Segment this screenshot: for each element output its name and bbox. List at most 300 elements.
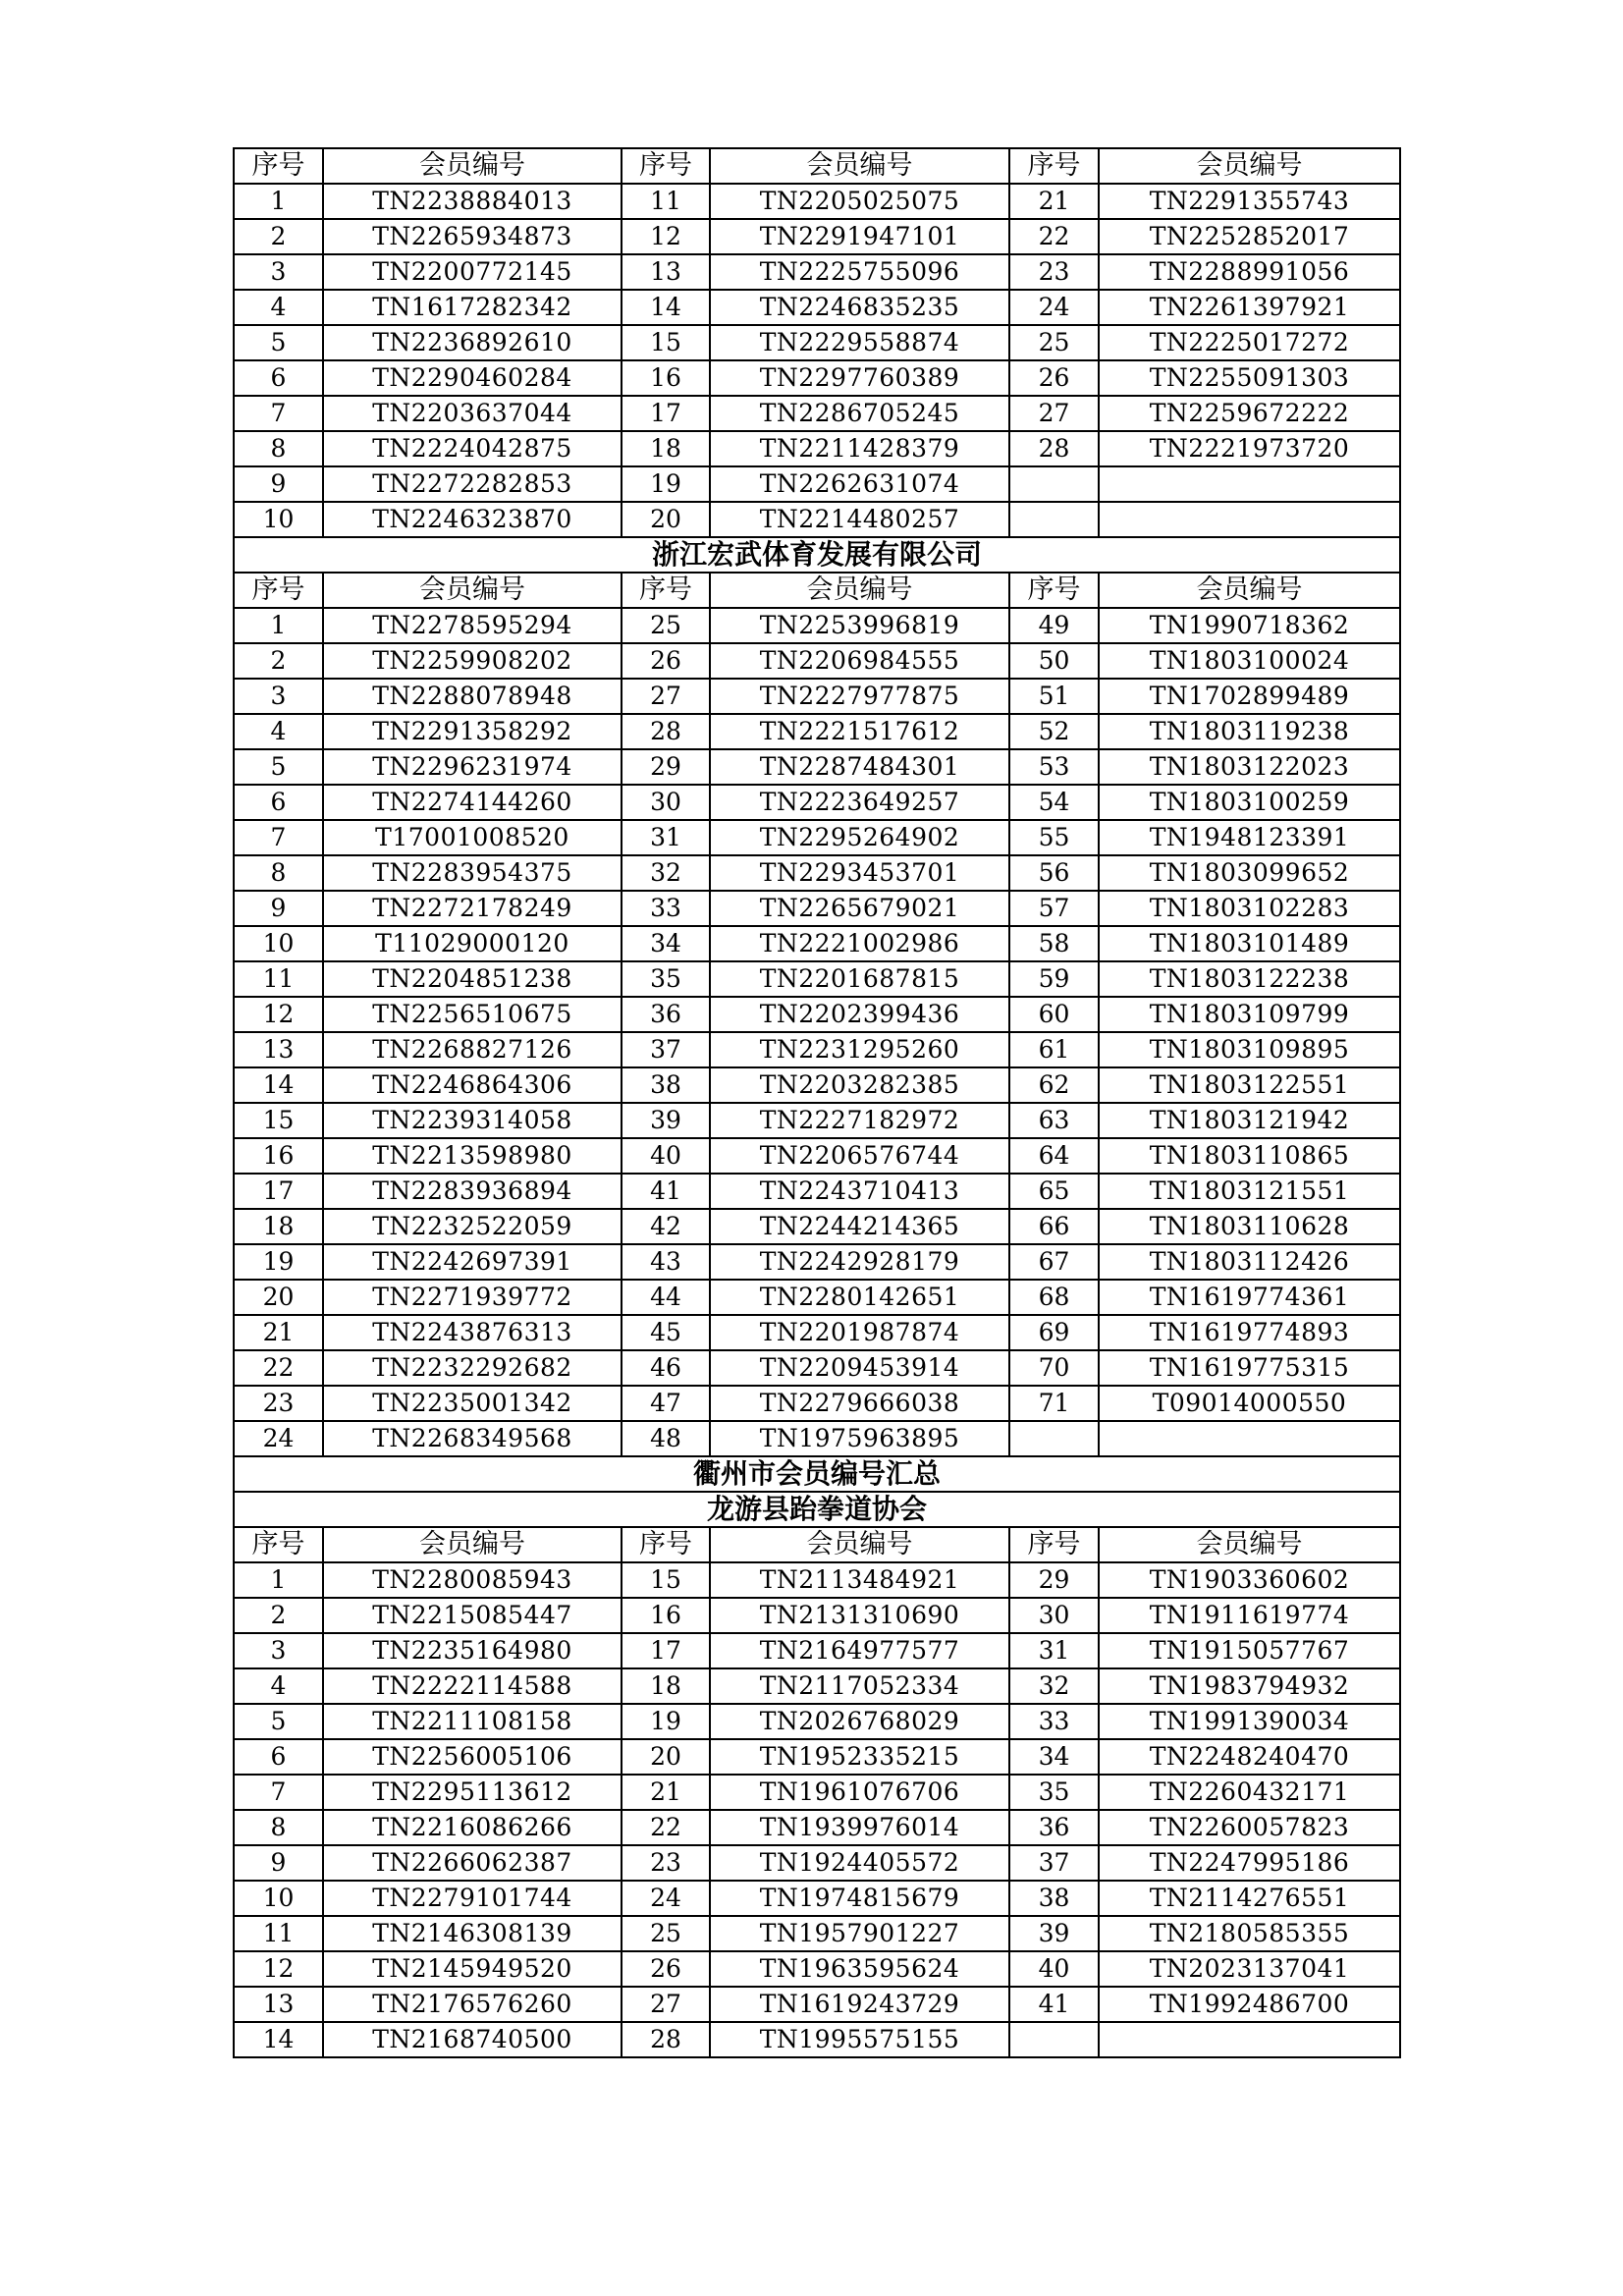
seq-cell: 17 [622,1633,710,1668]
member-no-cell: TN2232522059 [323,1209,622,1244]
seq-cell: 20 [622,1739,710,1775]
member-no-cell: TN1975963895 [710,1421,1009,1456]
member-no-cell: TN2266062387 [323,1845,622,1881]
table-row [234,1562,1400,1598]
member-no-cell: TN2225017272 [1099,325,1400,360]
seq-cell: 36 [1009,1810,1099,1845]
member-no-cell: TN2253996819 [710,608,1009,643]
member-no-cell: TN1948123391 [1099,820,1400,855]
header-seq: 序号 [622,573,710,608]
member-no-cell: TN2201687815 [710,961,1009,997]
member-no-cell: TN2246323870 [323,502,622,537]
member-no-cell: TN2211428379 [710,431,1009,466]
seq-cell: 26 [622,643,710,679]
seq-cell: 15 [234,1103,323,1138]
seq-cell: 64 [1009,1138,1099,1174]
member-no-cell: TN2146308139 [323,1916,622,1951]
member-no-cell: TN2224042875 [323,431,622,466]
seq-cell: 39 [622,1103,710,1138]
member-no-cell: TN2288078948 [323,679,622,714]
seq-cell: 8 [234,1810,323,1845]
seq-cell: 32 [622,855,710,891]
seq-cell: 63 [1009,1103,1099,1138]
header-seq: 序号 [622,148,710,184]
table-row [234,184,1400,219]
seq-cell: 27 [1009,396,1099,431]
member-no-cell: TN2225755096 [710,254,1009,290]
seq-cell: 37 [622,1032,710,1067]
member-no-cell: TN2256005106 [323,1739,622,1775]
table-row [234,1668,1400,1704]
member-no-cell: T09014000550 [1099,1386,1400,1421]
table-row [234,1174,1400,1209]
seq-cell: 17 [622,396,710,431]
section-title: 龙游县跆拳道协会 [234,1492,1400,1527]
header-member-no: 会员编号 [1099,1527,1400,1562]
member-no-cell: TN1991390034 [1099,1704,1400,1739]
table-row [234,1810,1400,1845]
member-no-cell: TN2206984555 [710,643,1009,679]
member-no-cell: TN2261397921 [1099,290,1400,325]
seq-cell: 13 [234,1987,323,2022]
member-no-cell: TN1939976014 [710,1810,1009,1845]
seq-cell: 30 [1009,1598,1099,1633]
member-no-cell: TN2272282853 [323,466,622,502]
seq-cell: 7 [234,396,323,431]
seq-cell: 19 [622,1704,710,1739]
table-row [234,360,1400,396]
seq-cell: 52 [1009,714,1099,749]
seq-cell: 55 [1009,820,1099,855]
member-no-cell [1099,1421,1400,1456]
seq-cell: 33 [622,891,710,926]
table-row [234,1775,1400,1810]
seq-cell: 19 [234,1244,323,1280]
member-no-cell: TN2176576260 [323,1987,622,2022]
member-no-cell: TN2268349568 [323,1421,622,1456]
seq-cell: 18 [234,1209,323,1244]
member-no-cell: TN2242697391 [323,1244,622,1280]
member-no-cell: TN1983794932 [1099,1668,1400,1704]
member-no-cell: TN2271939772 [323,1280,622,1315]
member-no-cell: TN1803100259 [1099,785,1400,820]
member-no-cell: TN2295113612 [323,1775,622,1810]
seq-cell: 10 [234,1881,323,1916]
table-row [234,502,1400,537]
table-row [234,1209,1400,1244]
header-seq: 序号 [234,1527,323,1562]
seq-cell: 38 [622,1067,710,1103]
member-no-cell: TN2221517612 [710,714,1009,749]
seq-cell: 50 [1009,643,1099,679]
member-no-cell: TN1803112426 [1099,1244,1400,1280]
seq-cell: 1 [234,184,323,219]
seq-cell: 16 [234,1138,323,1174]
seq-cell: 70 [1009,1350,1099,1386]
seq-cell: 10 [234,502,323,537]
member-no-cell: TN2180585355 [1099,1916,1400,1951]
member-no-cell: TN2023137041 [1099,1951,1400,1987]
table-row [234,749,1400,785]
seq-cell: 51 [1009,679,1099,714]
table-row [234,1350,1400,1386]
member-no-cell: TN2265679021 [710,891,1009,926]
seq-cell: 13 [622,254,710,290]
seq-cell: 20 [234,1280,323,1315]
seq-cell: 32 [1009,1668,1099,1704]
member-no-cell: TN1803122551 [1099,1067,1400,1103]
member-no-cell: TN1803110865 [1099,1138,1400,1174]
seq-cell: 12 [234,997,323,1032]
seq-cell: 16 [622,360,710,396]
member-no-cell: TN2280142651 [710,1280,1009,1315]
seq-cell: 34 [622,926,710,961]
member-no-cell: TN2262631074 [710,466,1009,502]
member-no-cell: TN2293453701 [710,855,1009,891]
member-no-cell: TN2114276551 [1099,1881,1400,1916]
member-no-cell: TN2291355743 [1099,184,1400,219]
seq-cell: 43 [622,1244,710,1280]
table-row [234,1032,1400,1067]
header-member-no: 会员编号 [710,1527,1009,1562]
member-no-cell: TN1803122238 [1099,961,1400,997]
seq-cell: 3 [234,679,323,714]
member-no-cell: TN2227182972 [710,1103,1009,1138]
member-no-cell: TN2215085447 [323,1598,622,1633]
member-no-cell: TN2213598980 [323,1138,622,1174]
member-no-cell: TN2222114588 [323,1668,622,1704]
table-row [234,1103,1400,1138]
member-no-cell [1099,502,1400,537]
member-no-cell: TN2227977875 [710,679,1009,714]
seq-cell: 25 [622,608,710,643]
table-row [234,714,1400,749]
member-no-cell: TN2203637044 [323,396,622,431]
seq-cell: 1 [234,608,323,643]
table-row [234,1138,1400,1174]
seq-cell: 12 [622,219,710,254]
table-row [234,785,1400,820]
seq-cell: 24 [1009,290,1099,325]
member-no-cell: TN2246864306 [323,1067,622,1103]
member-no-cell: TN2238884013 [323,184,622,219]
member-no-cell: TN2145949520 [323,1951,622,1987]
member-no-cell: TN1803100024 [1099,643,1400,679]
seq-cell: 15 [622,1562,710,1598]
seq-cell: 26 [1009,360,1099,396]
member-no-cell: TN2221002986 [710,926,1009,961]
member-no-cell: TN2252852017 [1099,219,1400,254]
seq-cell: 5 [234,749,323,785]
member-no-cell: TN1803101489 [1099,926,1400,961]
seq-cell: 22 [622,1810,710,1845]
member-no-cell: TN1702899489 [1099,679,1400,714]
table-row [234,290,1400,325]
seq-cell [1009,502,1099,537]
seq-cell: 20 [622,502,710,537]
seq-cell: 41 [1009,1987,1099,2022]
member-no-cell: TN2235001342 [323,1386,622,1421]
member-no-cell: TN1803109895 [1099,1032,1400,1067]
member-no-cell: TN2287484301 [710,749,1009,785]
member-no-cell [1099,2022,1400,2057]
member-no-cell: TN1619774361 [1099,1280,1400,1315]
member-no-cell: TN1803099652 [1099,855,1400,891]
member-no-cell: TN2235164980 [323,1633,622,1668]
member-no-cell: TN1619774893 [1099,1315,1400,1350]
seq-cell: 21 [234,1315,323,1350]
seq-cell: 31 [1009,1633,1099,1668]
header-seq: 序号 [234,573,323,608]
member-number-table [233,147,1401,2058]
member-no-cell: TN2274144260 [323,785,622,820]
seq-cell: 13 [234,1032,323,1067]
table-row [234,1845,1400,1881]
seq-cell: 44 [622,1280,710,1315]
seq-cell: 14 [622,290,710,325]
seq-cell: 42 [622,1209,710,1244]
seq-cell: 19 [622,466,710,502]
seq-cell: 26 [622,1951,710,1987]
seq-cell: 3 [234,254,323,290]
header-member-no: 会员编号 [710,573,1009,608]
seq-cell: 66 [1009,1209,1099,1244]
section-title: 衢州市会员编号汇总 [234,1456,1400,1492]
member-no-cell: TN2209453914 [710,1350,1009,1386]
member-no-cell: TN1619775315 [1099,1350,1400,1386]
member-no-cell: TN1992486700 [1099,1987,1400,2022]
member-no-cell: TN2164977577 [710,1633,1009,1668]
seq-cell: 28 [622,2022,710,2057]
member-no-cell: TN2279101744 [323,1881,622,1916]
seq-cell: 18 [622,431,710,466]
seq-cell: 28 [622,714,710,749]
seq-cell: 24 [622,1881,710,1916]
table-row [234,1280,1400,1315]
member-no-cell: TN2259908202 [323,643,622,679]
seq-cell: 3 [234,1633,323,1668]
seq-cell: 27 [622,679,710,714]
member-no-cell: TN1924405572 [710,1845,1009,1881]
table-row [234,219,1400,254]
table-row [234,2022,1400,2057]
seq-cell: 10 [234,926,323,961]
member-no-cell: TN2280085943 [323,1562,622,1598]
member-no-cell: TN2221973720 [1099,431,1400,466]
header-member-no: 会员编号 [323,148,622,184]
table-row [234,254,1400,290]
member-no-cell: TN2248240470 [1099,1739,1400,1775]
section-title-row [234,1456,1400,1492]
table-row [234,961,1400,997]
seq-cell: 58 [1009,926,1099,961]
table-row [234,1421,1400,1456]
seq-cell: 6 [234,360,323,396]
section-title: 浙江宏武体育发展有限公司 [234,537,1400,573]
table-row [234,855,1400,891]
member-no-cell: TN2286705245 [710,396,1009,431]
seq-cell: 16 [622,1598,710,1633]
seq-cell: 45 [622,1315,710,1350]
table-row [234,466,1400,502]
member-no-cell: TN2214480257 [710,502,1009,537]
table-row [234,679,1400,714]
table-row [234,820,1400,855]
member-no-cell: TN2216086266 [323,1810,622,1845]
header-seq: 序号 [1009,148,1099,184]
seq-cell: 36 [622,997,710,1032]
member-no-cell: TN2113484921 [710,1562,1009,1598]
member-no-cell: TN2265934873 [323,219,622,254]
table-row [234,1916,1400,1951]
table-row [234,1633,1400,1668]
seq-cell: 11 [234,961,323,997]
member-no-cell: TN1803109799 [1099,997,1400,1032]
member-no-cell: TN2291358292 [323,714,622,749]
seq-cell: 35 [622,961,710,997]
seq-cell: 2 [234,643,323,679]
seq-cell: 9 [234,1845,323,1881]
member-no-cell: TN2268827126 [323,1032,622,1067]
member-no-cell: TN2206576744 [710,1138,1009,1174]
header-seq: 序号 [234,148,323,184]
seq-cell: 28 [1009,431,1099,466]
table-row [234,643,1400,679]
seq-cell: 14 [234,2022,323,2057]
member-no-cell: TN2026768029 [710,1704,1009,1739]
member-no-cell: TN1803122023 [1099,749,1400,785]
seq-cell: 4 [234,714,323,749]
seq-cell: 4 [234,1668,323,1704]
seq-cell: 1 [234,1562,323,1598]
seq-cell: 40 [1009,1951,1099,1987]
seq-cell: 7 [234,820,323,855]
seq-cell: 23 [234,1386,323,1421]
seq-cell: 34 [1009,1739,1099,1775]
table-row [234,891,1400,926]
member-no-cell: TN2297760389 [710,360,1009,396]
member-no-cell: TN2168740500 [323,2022,622,2057]
member-no-cell: TN1952335215 [710,1739,1009,1775]
header-row [234,148,1400,184]
seq-cell: 49 [1009,608,1099,643]
seq-cell: 23 [622,1845,710,1881]
seq-cell [1009,2022,1099,2057]
member-no-cell: TN2279666038 [710,1386,1009,1421]
table-row [234,396,1400,431]
seq-cell [1009,1421,1099,1456]
seq-cell: 54 [1009,785,1099,820]
seq-cell: 17 [234,1174,323,1209]
seq-cell: 14 [234,1067,323,1103]
header-row [234,573,1400,608]
member-no-cell: TN2223649257 [710,785,1009,820]
seq-cell: 68 [1009,1280,1099,1315]
member-no-cell: TN1803110628 [1099,1209,1400,1244]
seq-cell: 6 [234,785,323,820]
seq-cell: 7 [234,1775,323,1810]
seq-cell: 39 [1009,1916,1099,1951]
member-no-cell: TN2232292682 [323,1350,622,1386]
seq-cell: 23 [1009,254,1099,290]
member-no-cell: TN2243876313 [323,1315,622,1350]
table-row [234,1881,1400,1916]
member-no-cell: TN1990718362 [1099,608,1400,643]
member-no-cell: TN1995575155 [710,2022,1009,2057]
seq-cell: 56 [1009,855,1099,891]
seq-cell: 25 [1009,325,1099,360]
header-seq: 序号 [1009,1527,1099,1562]
seq-cell: 38 [1009,1881,1099,1916]
seq-cell: 47 [622,1386,710,1421]
member-no-cell: T11029000120 [323,926,622,961]
seq-cell: 37 [1009,1845,1099,1881]
member-no-cell: TN2290460284 [323,360,622,396]
seq-cell: 69 [1009,1315,1099,1350]
member-no-cell: TN2117052334 [710,1668,1009,1704]
member-no-cell: TN2243710413 [710,1174,1009,1209]
seq-cell: 60 [1009,997,1099,1032]
member-no-cell: TN2231295260 [710,1032,1009,1067]
seq-cell: 21 [1009,184,1099,219]
seq-cell: 40 [622,1138,710,1174]
seq-cell: 8 [234,855,323,891]
member-no-cell: TN1974815679 [710,1881,1009,1916]
member-no-cell: TN2200772145 [323,254,622,290]
member-no-cell: TN2259672222 [1099,396,1400,431]
member-no-cell: TN1963595624 [710,1951,1009,1987]
member-no-cell: TN2236892610 [323,325,622,360]
member-no-cell: TN2256510675 [323,997,622,1032]
seq-cell: 2 [234,219,323,254]
seq-cell: 62 [1009,1067,1099,1103]
seq-cell: 53 [1009,749,1099,785]
header-seq: 序号 [622,1527,710,1562]
member-no-cell: TN2205025075 [710,184,1009,219]
seq-cell: 22 [1009,219,1099,254]
seq-cell: 11 [234,1916,323,1951]
member-no-cell: TN2283954375 [323,855,622,891]
member-no-cell: TN2278595294 [323,608,622,643]
seq-cell: 9 [234,891,323,926]
member-no-cell: TN1803102283 [1099,891,1400,926]
member-no-cell: TN2131310690 [710,1598,1009,1633]
table-row [234,431,1400,466]
member-no-cell: TN2229558874 [710,325,1009,360]
seq-cell: 46 [622,1350,710,1386]
table-row [234,1987,1400,2022]
seq-cell: 25 [622,1916,710,1951]
seq-cell: 57 [1009,891,1099,926]
member-no-cell: TN2260432171 [1099,1775,1400,1810]
section-title-row [234,1492,1400,1527]
seq-cell: 9 [234,466,323,502]
member-no-cell: TN1903360602 [1099,1562,1400,1598]
seq-cell: 5 [234,325,323,360]
seq-cell: 6 [234,1739,323,1775]
member-no-cell: TN1957901227 [710,1916,1009,1951]
member-no-cell: TN1803121551 [1099,1174,1400,1209]
seq-cell [1009,466,1099,502]
seq-cell: 11 [622,184,710,219]
seq-cell: 22 [234,1350,323,1386]
seq-cell: 71 [1009,1386,1099,1421]
seq-cell: 41 [622,1174,710,1209]
member-no-cell: TN2242928179 [710,1244,1009,1280]
table-row [234,325,1400,360]
member-no-cell: TN2283936894 [323,1174,622,1209]
table-row [234,1704,1400,1739]
